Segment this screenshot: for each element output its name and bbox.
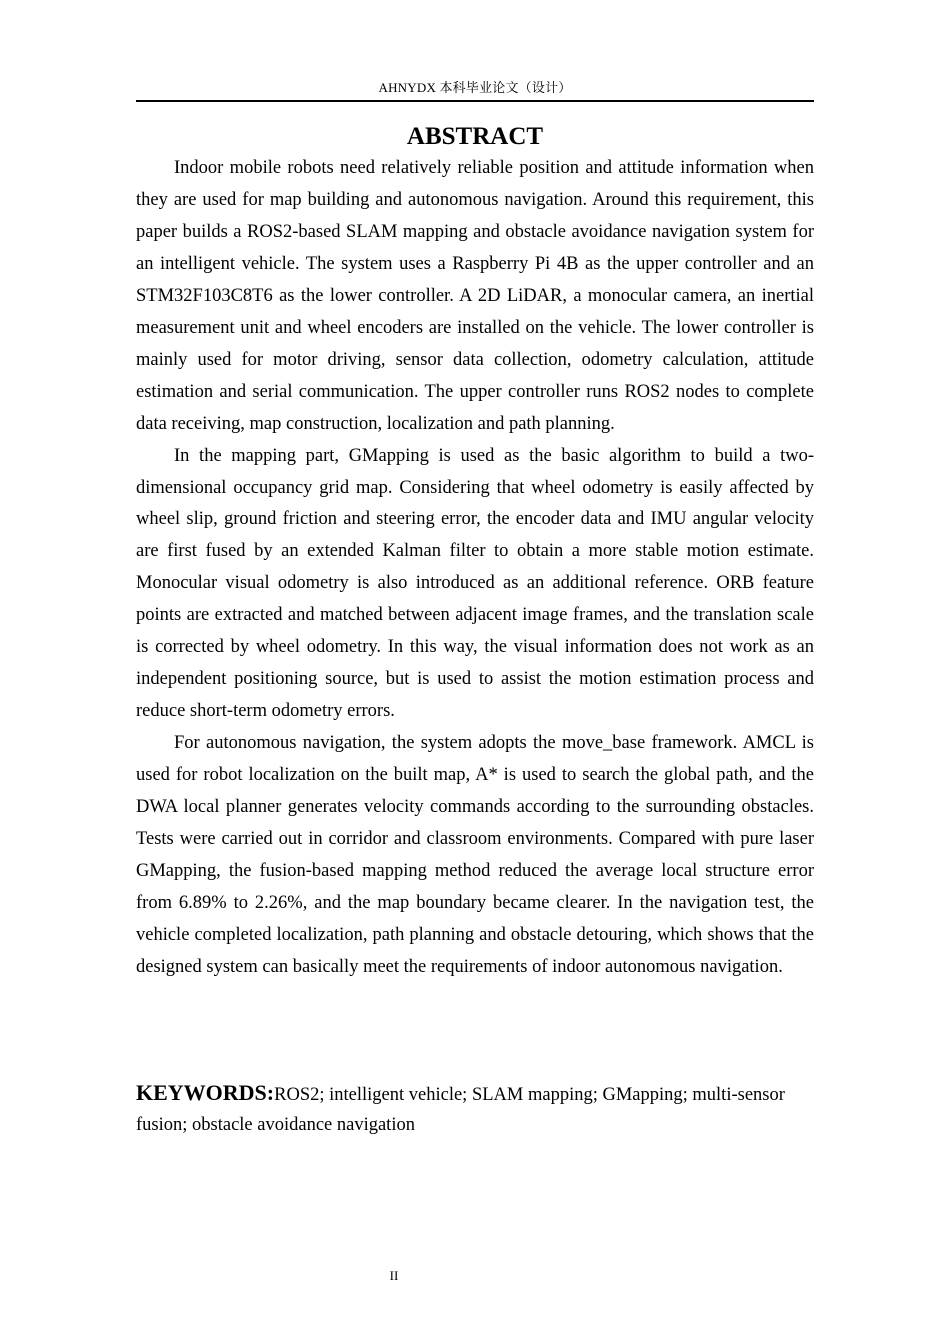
running-header: AHNYDX 本科毕业论文（设计） [378, 80, 572, 95]
keywords-section [136, 1078, 814, 1140]
abstract-paragraph-3: For autonomous navigation, the system adopts the move_base framework. AMCL is used for robot localization on the built map, A* is used to search the global path, and the DWA local planner generates velocity commands according to the surrounding obstacles. Tests were carried out in corridor and classroom environments. Compared with pure laser GMapping, the fusion-based mapping method reduced the average local structure error from 6.89% to 2.26%, and the map boundary became clearer. In the navigation test, the vehicle completed localization, path planning and obstacle detouring, which shows that the designed system can basically meet the requirements of indoor autonomous navigation. [136, 733, 814, 977]
abstract-body [136, 153, 814, 984]
abstract-paragraph-1: Indoor mobile robots need relatively reliable position and attitude information when they are used for map building and autonomous navigation. Around this requirement, this paper builds a ROS2-based SLAM mapping and obstacle avoidance navigation system for an intelligent vehicle. The system uses a Raspberry Pi 4B as the upper controller and an STM32F103C8T6 as the lower controller. A 2D LiDAR, a monocular camera, an inertial measurement unit and wheel encoders are installed on the vehicle. The lower controller is mainly used for motor driving, sensor data collection, odometry calculation, attitude estimation and serial communication. The upper controller runs ROS2 nodes to complete data receiving, map construction, localization and path planning. [136, 158, 814, 434]
keywords-label: KEYWORDS: [136, 1080, 275, 1105]
keywords-text: ROS2; intelligent vehicle; SLAM mapping; GMapping; multi-sensor fusion; obstacle avoidance navigation [136, 1085, 785, 1135]
header-divider [136, 100, 814, 102]
abstract-title: ABSTRACT [406, 123, 544, 150]
page-number: II [389, 1268, 399, 1283]
abstract-paragraph-2: In the mapping part, GMapping is used as the basic algorithm to build a two-dimensional occupancy grid map. Considering that wheel odometry is easily affected by wheel slip, ground friction and steering error, the encoder data and IMU angular velocity are first fused by an extended Kalman filter to obtain a more stable motion estimate. Monocular visual odometry is also introduced as an additional reference. ORB feature points are extracted and matched between adjacent image frames, and the translation scale is corrected by wheel odometry. In this way, the visual information does not work as an independent positioning source, but is used to assist the motion estimation process and reduce short-term odometry errors. [136, 445, 814, 722]
